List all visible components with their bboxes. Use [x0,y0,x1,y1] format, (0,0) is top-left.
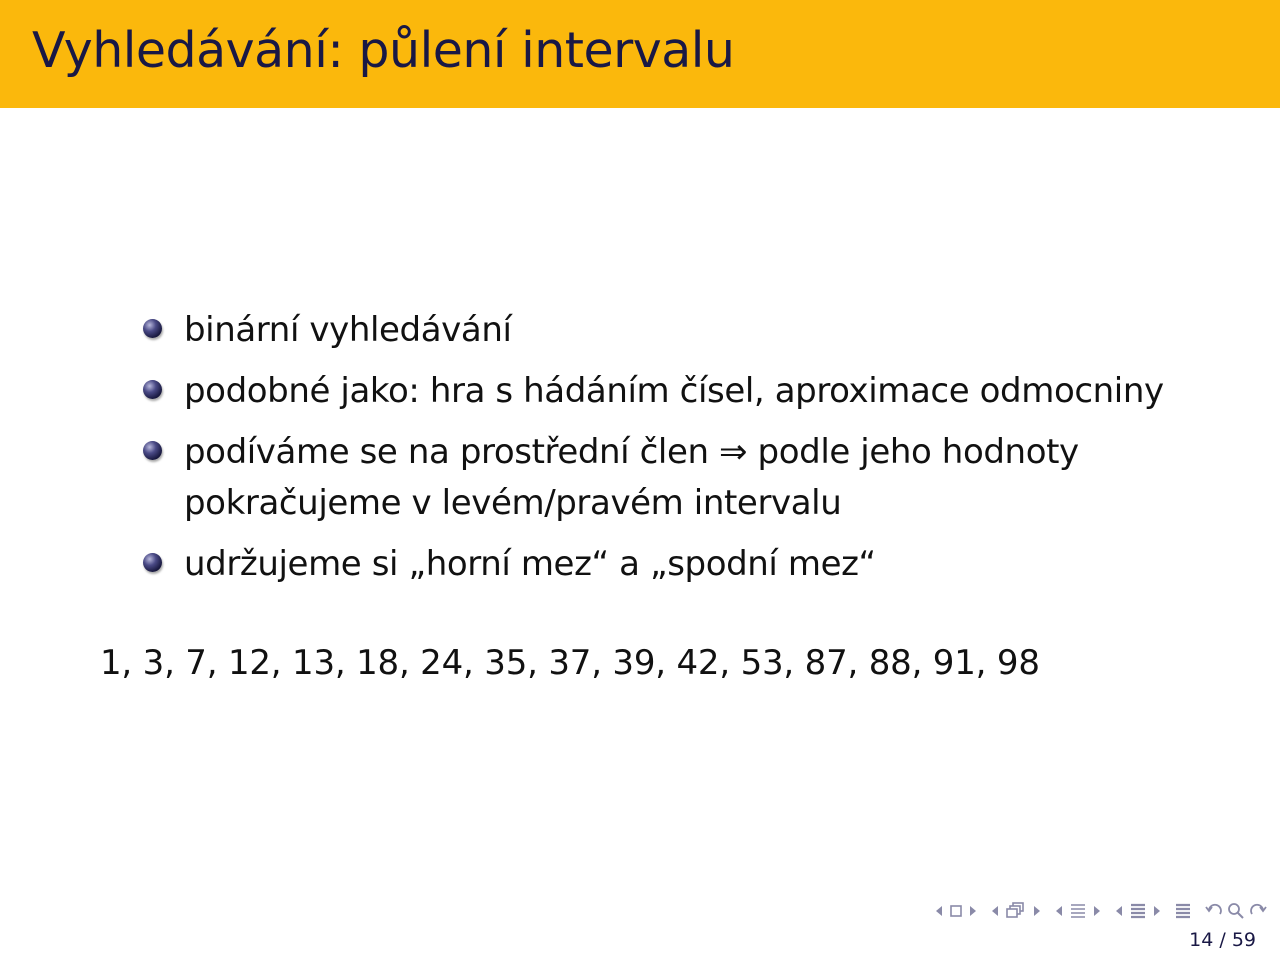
bullet-icon [143,380,162,399]
bullet-item [140,427,1240,529]
forward-icon[interactable] [1248,902,1268,920]
page-indicator: 14 / 59 [1189,929,1256,951]
next-section-icon[interactable] [1152,904,1162,918]
bullet-text: podíváme se na prostřední člen ⇒ podle jeho hodnoty [184,432,1079,472]
slide-title: Vyhledávání: půlení intervalu [32,22,735,79]
bullet-icon [143,319,162,338]
frame-icon[interactable] [949,904,963,918]
prev-frame-icon[interactable] [934,904,944,918]
bullet-item [140,366,1240,417]
search-icon[interactable] [1227,902,1245,920]
subsection-icon[interactable] [1069,902,1087,920]
next-subsection-icon[interactable] [1092,904,1102,918]
back-icon[interactable] [1204,902,1224,920]
title-bar [0,0,1280,108]
bullet-icon [143,441,162,460]
next-frame-icon[interactable] [968,904,978,918]
prev-section-icon[interactable] [1114,904,1124,918]
section-icon[interactable] [1129,902,1147,920]
beamer-navigation [934,896,1268,926]
bullet-text-continuation: pokračujeme v levém/pravém intervalu [184,483,842,523]
prev-subsection-icon[interactable] [1054,904,1064,918]
bullet-text: udržujeme si „horní mez“ a „spodní mez“ [184,544,876,584]
slide-icon[interactable] [1005,901,1027,921]
prev-slide-icon[interactable] [990,904,1000,918]
bullet-item [140,539,1240,590]
bullet-text: binární vyhledávání [184,310,512,350]
next-slide-icon[interactable] [1032,904,1042,918]
bullet-list [140,305,1240,600]
bullet-item [140,305,1240,356]
number-sequence: 1, 3, 7, 12, 13, 18, 24, 35, 37, 39, 42, 53, 87, 88, 91, 98 [100,643,1040,683]
bullet-text: podobné jako: hra s hádáním čísel, aproximace odmocniny [184,371,1164,411]
bullet-icon [143,553,162,572]
document-icon[interactable] [1174,902,1192,920]
